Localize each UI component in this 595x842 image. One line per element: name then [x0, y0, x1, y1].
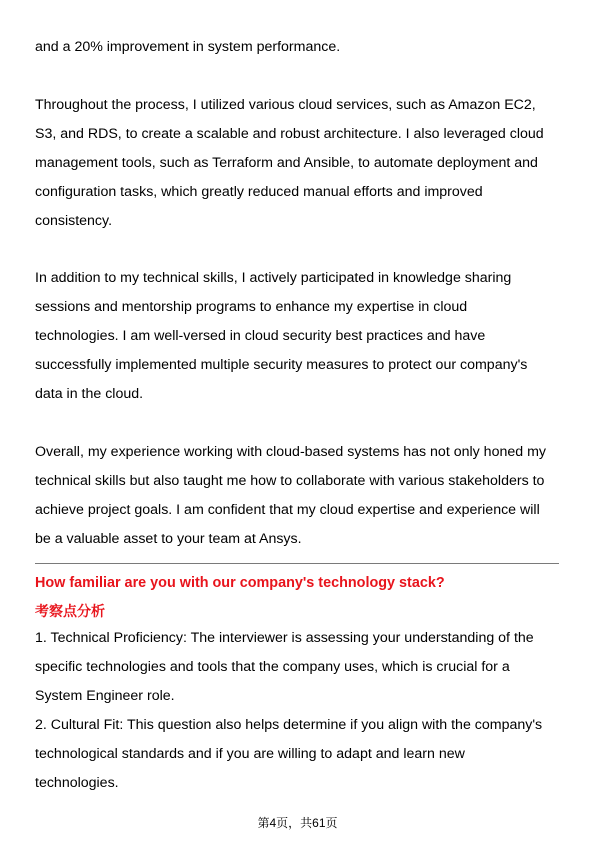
paragraph-line: technical skills but also taught me how to collaborate with various stakeholders to [35, 473, 545, 489]
analysis-line: specific technologies and tools that the company uses, which is crucial for a [35, 659, 510, 675]
analysis-line: 2. Cultural Fit: This question also helps determine if you align with the company's [35, 717, 543, 733]
paragraph-line: configuration tasks, which greatly reduced manual efforts and improved [35, 184, 483, 200]
analysis-line: System Engineer role. [35, 688, 175, 704]
paragraph-line: be a valuable asset to your team at Ansys. [35, 531, 302, 547]
paragraph-line: and a 20% improvement in system performance. [35, 39, 341, 55]
paragraph-line: successfully implemented multiple security measures to protect our company's [35, 357, 528, 373]
paragraph-line: sessions and mentorship programs to enhance my expertise in cloud [35, 299, 468, 315]
paragraph-line: achieve project goals. I am confident that my cloud expertise and experience will [35, 502, 540, 518]
paragraph-line: Throughout the process, I utilized various cloud services, such as Amazon EC2, [35, 97, 536, 113]
paragraph-line: data in the cloud. [35, 386, 144, 402]
question-heading: How familiar are you with our company's technology stack? [35, 575, 445, 591]
paragraph-line: technologies. I am well-versed in cloud security best practices and have [35, 328, 486, 344]
paragraph-line: Overall, my experience working with cloud-based systems has not only honed my [35, 444, 546, 460]
analysis-label: 考察点分析 [35, 603, 105, 619]
analysis-line: technological standards and if you are willing to adapt and learn new [35, 746, 465, 762]
paragraph-line: In addition to my technical skills, I actively participated in knowledge sharing [35, 270, 512, 286]
page-number: 第4页，共61页 [257, 816, 338, 830]
analysis-line: 1. Technical Proficiency: The interviewer is assessing your understanding of the [35, 630, 534, 646]
paragraph-line: consistency. [35, 213, 113, 229]
analysis-line: technologies. [35, 775, 119, 791]
section-divider [35, 563, 559, 564]
paragraph-line: management tools, such as Terraform and Ansible, to automate deployment and [35, 155, 538, 171]
paragraph-line: S3, and RDS, to create a scalable and robust architecture. I also leveraged cloud [35, 126, 544, 142]
